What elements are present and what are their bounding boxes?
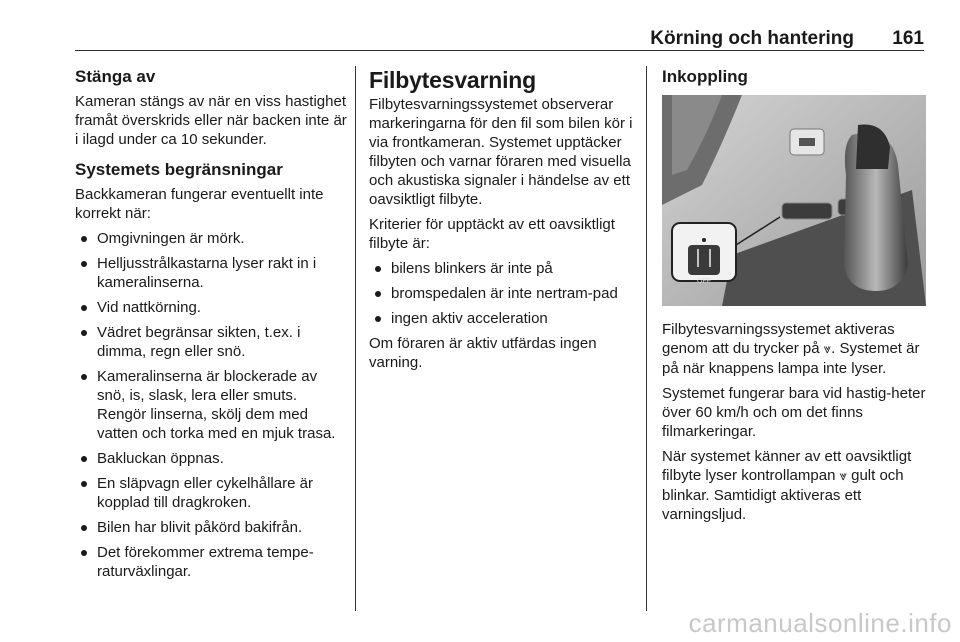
list-item: En släpvagn eller cykelhållare är kopplad till dragkroken. [75,474,347,512]
column-divider [355,66,356,611]
list-item: Vädret begränsar sikten, t.ex. i dimma, regn eller snö. [75,323,347,361]
paragraph: Kameran stängs av när en viss hastighet framåt överskrids eller när backen inte är i ilagd under ca 10 sekunder. [75,93,347,148]
section-title: Körning och hantering [650,28,854,49]
paragraph [662,320,926,378]
column-middle [369,66,635,378]
list-item: Helljusstrålkastarna lyser rakt in i kameralinserna. [75,254,347,292]
column-divider [646,66,647,611]
off-label: OFF [697,278,711,285]
lane-departure-icon: ⩔ [823,342,832,357]
paragraph: Filbytesvarningssystemet observerar markeringarna för den fil som bilen kör i via frontkameran. Systemet upptäcker filbyten och varnar föraren med visuella och akustiska signaler i händelse av ett oavsiktligt filbyte. [369,96,633,208]
page-number: 161 [892,28,924,49]
list-item: bilens blinkers är inte på [369,259,635,278]
text-fragment: . Systemet är på när knappens lampa inte lyser. [662,340,920,377]
criteria-list [369,259,635,328]
heading-begransningar: Systemets begränsningar [75,160,283,179]
paragraph: Om föraren är aktiv utfärdas ingen varning. [369,335,597,371]
paragraph: Systemet fungerar bara vid hastig-heter över 60 km/h och om det finns filmarkeringar. [662,385,926,440]
text-fragment: gult och blinkar. Samtidigt aktiveras ett varningsljud. [662,467,904,523]
lane-departure-warning-icon: ⩔ [839,469,847,484]
text-fragment: Filbytesvarningssystemet aktiveras genom att du trycker på [662,321,895,357]
list-item: ingen aktiv acceleration [369,309,635,328]
watermark: carmanualsonline.info [688,608,952,638]
list-item: Omgivningen är mörk. [75,229,347,248]
column-left [75,66,347,587]
paragraph: Backkameran fungerar eventuellt inte korrekt när: [75,186,324,222]
column-right [662,66,926,530]
list-item: Det förekommer extrema tempe-raturväxlingar. [75,543,347,581]
list-item: bromspedalen är inte nertram-pad [369,284,635,303]
page-header [75,22,924,51]
paragraph: Kriterier för upptäckt av ett oavsiktligt filbyte är: [369,216,615,252]
list-item: Bilen har blivit påkörd bakifrån. [75,518,347,537]
list-item: Kameralinserna är blockerade av snö, is, slask, lera eller smuts. Rengör linserna, skölj dem med vatten och torka med en mjuk trasa. [75,367,347,443]
heading-stanga-av: Stänga av [75,67,156,86]
console-photo [662,95,926,306]
heading-filbytesvarning: Filbytesvarning [369,67,536,93]
list-item: Bakluckan öppnas. [75,449,347,468]
paragraph [662,447,926,524]
limitations-list [75,229,347,581]
text-fragment: När systemet känner av ett oavsiktligt filbyte lyser kontrollampan [662,448,912,484]
heading-inkoppling: Inkoppling [662,67,748,86]
list-item: Vid nattkörning. [75,298,347,317]
